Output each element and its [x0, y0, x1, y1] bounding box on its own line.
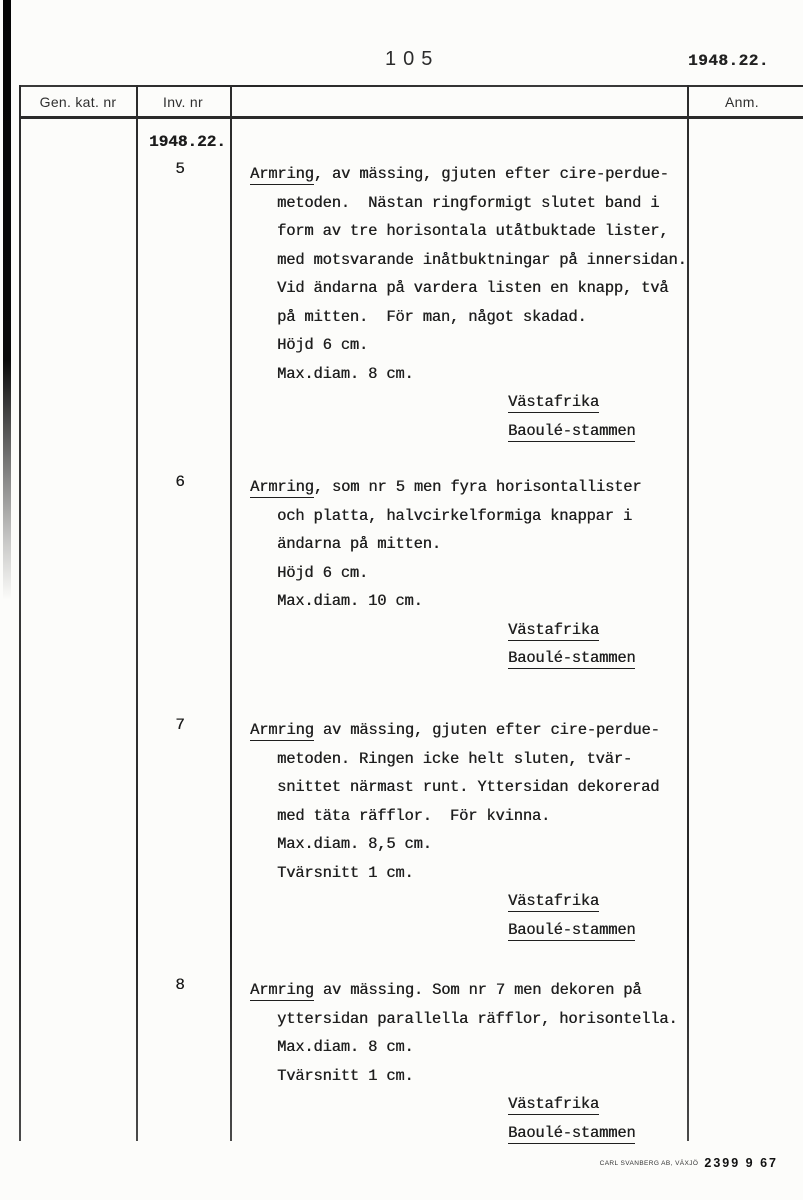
column-divider-inv-text: [230, 85, 232, 1141]
column-header-inv-nr: Inv. nr: [163, 94, 203, 110]
provenance-region-label: Västafrika: [508, 892, 600, 910]
entry-line: Höjd 6 cm.: [277, 336, 369, 354]
printer-imprint: [0, 1154, 778, 1172]
entry-line: med täta räfflor. För kvinna.: [277, 806, 551, 825]
entry-lead-word: Armring: [250, 981, 314, 999]
header-year-ref: 1948.22.: [688, 52, 769, 70]
entry-line: form av tre horisontala utåtbuktade lister,: [277, 222, 669, 240]
entry-line: metoden. Nästan ringformigt slutet band i: [277, 193, 660, 212]
entry-line: Vid ändarna på vardera listen en knapp, två: [277, 279, 669, 297]
provenance-region-label: Västafrika: [508, 393, 600, 411]
entry-first-line-rest: av mässing. Som nr 7 men dekoren på: [313, 981, 642, 999]
entry-line: Tvärsnitt 1 cm.: [277, 1066, 414, 1085]
provenance-region: [250, 616, 695, 645]
provenance-tribe: [250, 916, 695, 945]
entry-line: Max.diam. 8 cm.: [277, 364, 414, 383]
entry-lead-word: Armring: [250, 478, 314, 496]
entry-line: Max.diam. 8,5 cm.: [277, 835, 432, 853]
provenance-tribe-label: Baoulé-stammen: [508, 421, 636, 440]
table-left-border: [19, 85, 21, 1141]
entry-line: med motsvarande inåtbuktningar på innersidan.: [277, 250, 687, 269]
provenance-region-label: Västafrika: [508, 1095, 600, 1113]
entry-line: Höjd 6 cm.: [277, 563, 369, 582]
entry-line: yttersidan parallella räfflor, horisontella.: [277, 1009, 678, 1028]
provenance-region: [250, 1090, 695, 1119]
provenance-tribe-label: Baoulé-stammen: [508, 1123, 636, 1142]
scan-spine-bar: [3, 0, 11, 600]
inventory-year: 1948.22.: [149, 133, 226, 151]
entry-first-line-rest: , av mässing, gjuten efter cire-perdue-: [313, 165, 669, 183]
entry-body: [250, 160, 695, 445]
provenance-tribe-label: Baoulé-stammen: [508, 649, 636, 667]
entry-first-line-rest: , som nr 5 men fyra horisontallister: [313, 478, 642, 496]
column-header-anm: Anm.: [725, 94, 759, 110]
provenance-region: [250, 388, 695, 417]
provenance-tribe: [250, 1119, 695, 1148]
entry-line: snittet närmast runt. Yttersidan dekorerad: [277, 778, 660, 796]
entry-first-line-rest: av mässing, gjuten efter cire-perdue-: [313, 721, 660, 739]
provenance-tribe-label: Baoulé-stammen: [508, 920, 636, 939]
entry-first-line: [250, 160, 695, 189]
provenance-region: [250, 887, 695, 916]
page-number: 105: [385, 48, 440, 70]
entry-first-line: [250, 473, 695, 502]
entry-line: på mitten. För man, något skadad.: [277, 307, 587, 326]
entry-first-line: [250, 716, 695, 745]
provenance-tribe: [250, 417, 695, 446]
entry-line: metoden. Ringen icke helt sluten, tvär-: [277, 749, 632, 768]
column-divider-genkat-inv: [136, 85, 138, 1141]
entry-body: [250, 473, 695, 673]
entry-line: ändarna på mitten.: [277, 535, 441, 553]
entry-body: [250, 716, 695, 944]
entry-line: Tvärsnitt 1 cm.: [277, 863, 414, 882]
entry-line: och platta, halvcirkelformiga knappar i: [277, 506, 632, 525]
inv-nr: 5: [175, 160, 185, 178]
entry-line: Max.diam. 8 cm.: [277, 1038, 414, 1056]
entry-lead-word: Armring: [250, 721, 314, 739]
inv-nr: 7: [175, 716, 185, 734]
entry-first-line: [250, 976, 695, 1005]
print-code: 2399 9 67: [704, 1156, 778, 1170]
inv-nr: 6: [175, 473, 185, 491]
entry-lead-word: Armring: [250, 165, 314, 183]
inv-nr: 8: [175, 976, 185, 994]
printer-name: CARL SVANBERG AB, VÄXJÖ: [599, 1160, 699, 1167]
provenance-region-label: Västafrika: [508, 620, 600, 639]
entry-body: [250, 976, 695, 1147]
entry-line: Max.diam. 10 cm.: [277, 592, 423, 610]
provenance-tribe: [250, 644, 695, 673]
column-header-gen-kat-nr: Gen. kat. nr: [39, 94, 117, 110]
